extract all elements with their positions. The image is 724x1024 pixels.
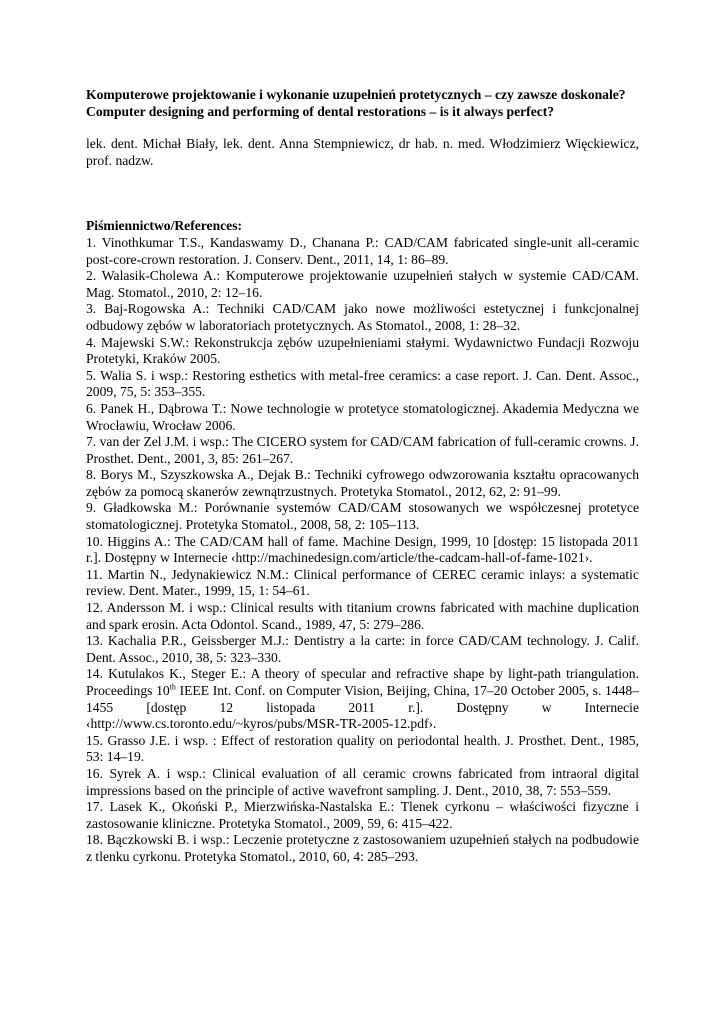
reference-item-14: [86, 666, 639, 732]
reference-item: 17. Lasek K., Okoński P., Mierzwińska-Nastalska E.: Tlenek cyrkonu – właściwości fizyczne i zastosowanie kliniczne. Protetyka Stomatol., 2009, 59, 6: 415–422.: [86, 799, 639, 831]
reference-item: 3. Baj-Rogowska A.: Techniki CAD/CAM jako nowe możliwości estetycznej i funkcjonalnej odbudowy zębów w laboratoriach protetycznych. As Stomatol., 2008, 1: 28–32.: [86, 301, 639, 333]
title-english: Computer designing and performing of dental restorations – is it always perfect?: [86, 103, 555, 119]
reference-item: 1. Vinothkumar T.S., Kandaswamy D., Chanana P.: CAD/CAM fabricated single-unit all-ceramic post-core-crown restoration. J. Conserv. Dent., 2011, 14, 1: 86–89.: [86, 234, 639, 267]
reference-item: 6. Panek H., Dąbrowa T.: Nowe technologie w protetyce stomatologicznej. Akademia Medyczna we Wrocławiu, Wrocław 2006.: [86, 400, 639, 433]
reference-item: 5. Walia S. i wsp.: Restoring esthetics with metal-free ceramics: a case report. J. Can. Dent. Assoc., 2009, 75, 5: 353–355.: [86, 367, 639, 400]
reference-item: 10. Higgins A.: The CAD/CAM hall of fame. Machine Design, 1999, 10 [dostęp: 15 listopada 2011 r.]. Dostępny w Internecie ‹http://machinedesign.com/article/the-cadcam-hall-of-fame-1021›.: [86, 533, 639, 566]
reference-item: 2. Walasik-Cholewa A.: Komputerowe projektowanie uzupełnień stałych w systemie CAD/CAM. Mag. Stomatol., 2010, 2: 12–16.: [86, 268, 639, 300]
references-heading: Piśmiennictwo/References:: [86, 218, 243, 234]
reference-item: 11. Martin N., Jedynakiewicz N.M.: Clinical performance of CEREC ceramic inlays: a systematic review. Dent. Mater., 1999, 15, 1: 54–61.: [86, 566, 639, 599]
reference-item: 15. Grasso J.E. i wsp. : Effect of restoration quality on periodontal health. J. Prosthet. Dent., 1985, 53: 14–19.: [86, 732, 639, 765]
authors-line: lek. dent. Michał Biały, lek. dent. Anna Stempniewicz, dr hab. n. med. Włodzimierz Więckiewicz, prof. nadzw.: [86, 136, 639, 168]
reference-item: 18. Bączkowski B. i wsp.: Leczenie protetyczne z zastosowaniem uzupełnień stałych na podbudowie z tlenku cyrkonu. Protetyka Stomatol., 2010, 60, 4: 285–293.: [86, 832, 639, 864]
reference-14-superscript: th: [169, 682, 176, 692]
title-polish: Komputerowe projektowanie i wykonanie uzupełnień protetycznych – czy zawsze doskonale?: [86, 87, 626, 102]
reference-14-text-a: 14. Kutulakos K., Steger E.: A theory of specular and refractive shape by light-path triangulation. Proceedings 10: [86, 666, 639, 698]
reference-item: 7. van der Zel J.M. i wsp.: The CICERO system for CAD/CAM fabrication of full-ceramic crowns. J. Prosthet. Dent., 2001, 3, 85: 261–267.: [86, 434, 639, 466]
reference-item: 4. Majewski S.W.: Rekonstrukcja zębów uzupełnieniami stałymi. Wydawnictwo Fundacji Rozwoju Protetyki, Kraków 2005.: [86, 334, 639, 367]
reference-item: 9. Gładkowska M.: Porównanie systemów CAD/CAM stosowanych we współczesnej protetyce stomatologicznej. Protetyka Stomatol., 2008, 58, 2: 105–113.: [86, 500, 639, 533]
document-page: [86, 87, 639, 866]
reference-item: 13. Kachalia P.R., Geissberger M.J.: Dentistry a la carte: in force CAD/CAM technology. J. Calif. Dent. Assoc., 2010, 38, 5: 323–330.: [86, 633, 639, 665]
reference-14-text-b: IEEE Int. Conf. on Computer Vision, Beijing, China, 17–20 October 2005, s. 1448–1455 [dostęp 12 listopada 2011 r.]. Dostępny w Internecie ‹http://www.cs.toronto.edu/~kyros/pubs/MSR-TR-2005-12.pdf›.: [86, 683, 639, 732]
reference-item: 16. Syrek A. i wsp.: Clinical evaluation of all ceramic crowns fabricated from intraoral digital impressions based on the principle of active wavefront sampling. J. Dent., 2010, 38, 7: 553–559.: [86, 765, 639, 798]
references-list: [86, 235, 639, 866]
reference-item: 12. Andersson M. i wsp.: Clinical results with titanium crowns fabricated with machine duplication and spark erosin. Acta Odontol. Scand., 1989, 47, 5: 279–286.: [86, 600, 639, 632]
reference-item: 8. Borys M., Szyszkowska A., Dejak B.: Techniki cyfrowego odwzorowania kształtu opracowanych zębów za pomocą skanerów zewnątrzustnych. Protetyka Stomatol., 2012, 62, 2: 91–99.: [86, 467, 639, 499]
